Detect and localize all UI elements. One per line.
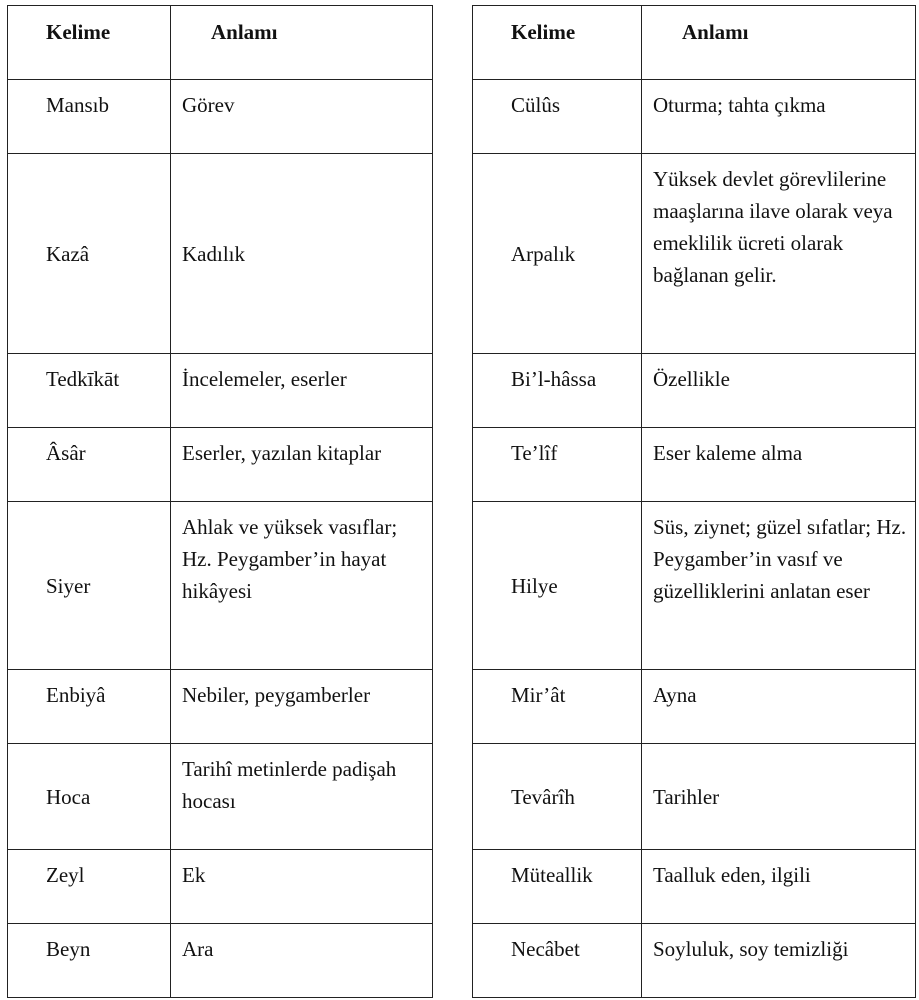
anlami-header: Anlamı xyxy=(171,6,433,80)
table-row xyxy=(473,502,916,670)
anlam-cell: Tarihî metinlerde padişah hocası xyxy=(171,744,433,850)
kelime-header: Kelime xyxy=(473,6,642,80)
table-row xyxy=(8,80,433,154)
kelime-header: Kelime xyxy=(8,6,171,80)
table-row xyxy=(473,80,916,154)
table-row xyxy=(8,924,433,998)
anlam-cell: Oturma; tahta çıkma xyxy=(642,80,916,154)
table-row xyxy=(473,744,916,850)
table-row xyxy=(473,354,916,428)
table-row xyxy=(473,154,916,354)
table-row xyxy=(8,744,433,850)
anlam-cell: Soyluluk, soy temizliği xyxy=(642,924,916,998)
anlam-cell: Ayna xyxy=(642,670,916,744)
glossary-table-left xyxy=(7,5,433,998)
anlami-header: Anlamı xyxy=(642,6,916,80)
anlam-cell: İncelemeler, eserler xyxy=(171,354,433,428)
anlam-cell: Yüksek devlet görevlilerine maaşlarına ilave olarak veya emeklilik ücreti olarak bağlanan gelir. xyxy=(642,154,916,354)
kelime-cell: Kazâ xyxy=(8,154,171,354)
kelime-cell: Necâbet xyxy=(473,924,642,998)
kelime-cell: Arpalık xyxy=(473,154,642,354)
anlam-cell: Ara xyxy=(171,924,433,998)
table-row xyxy=(8,850,433,924)
table-row xyxy=(473,670,916,744)
kelime-cell: Bi’l-hâssa xyxy=(473,354,642,428)
table-header-row xyxy=(473,6,916,80)
table-row xyxy=(8,354,433,428)
table-row xyxy=(8,502,433,670)
anlam-cell: Ek xyxy=(171,850,433,924)
table-header-row xyxy=(8,6,433,80)
kelime-cell: Hoca xyxy=(8,744,171,850)
anlam-cell: Tarihler xyxy=(642,744,916,850)
glossary-table-right xyxy=(472,5,916,998)
anlam-cell: Özellikle xyxy=(642,354,916,428)
kelime-cell: Beyn xyxy=(8,924,171,998)
kelime-cell: Te’lîf xyxy=(473,428,642,502)
kelime-cell: Hilye xyxy=(473,502,642,670)
kelime-cell: Tedkīkāt xyxy=(8,354,171,428)
anlam-cell: Süs, ziynet; güzel sıfatlar; Hz. Peygamber’in vasıf ve güzelliklerini anlatan eser xyxy=(642,502,916,670)
kelime-cell: Siyer xyxy=(8,502,171,670)
kelime-cell: Müteallik xyxy=(473,850,642,924)
anlam-cell: Eserler, yazılan kitaplar xyxy=(171,428,433,502)
kelime-cell: Mansıb xyxy=(8,80,171,154)
table-row xyxy=(8,670,433,744)
table-row xyxy=(473,850,916,924)
table-row xyxy=(8,154,433,354)
kelime-cell: Mir’ât xyxy=(473,670,642,744)
table-row xyxy=(8,428,433,502)
kelime-cell: Tevârîh xyxy=(473,744,642,850)
table-row xyxy=(473,924,916,998)
kelime-cell: Zeyl xyxy=(8,850,171,924)
table-row xyxy=(473,428,916,502)
anlam-cell: Nebiler, peygamberler xyxy=(171,670,433,744)
kelime-cell: Enbiyâ xyxy=(8,670,171,744)
anlam-cell: Görev xyxy=(171,80,433,154)
anlam-cell: Eser kaleme alma xyxy=(642,428,916,502)
kelime-cell: Cülûs xyxy=(473,80,642,154)
anlam-cell: Ahlak ve yüksek vasıflar; Hz. Peygamber’in hayat hikâyesi xyxy=(171,502,433,670)
anlam-cell: Taalluk eden, ilgili xyxy=(642,850,916,924)
kelime-cell: Âsâr xyxy=(8,428,171,502)
anlam-cell: Kadılık xyxy=(171,154,433,354)
